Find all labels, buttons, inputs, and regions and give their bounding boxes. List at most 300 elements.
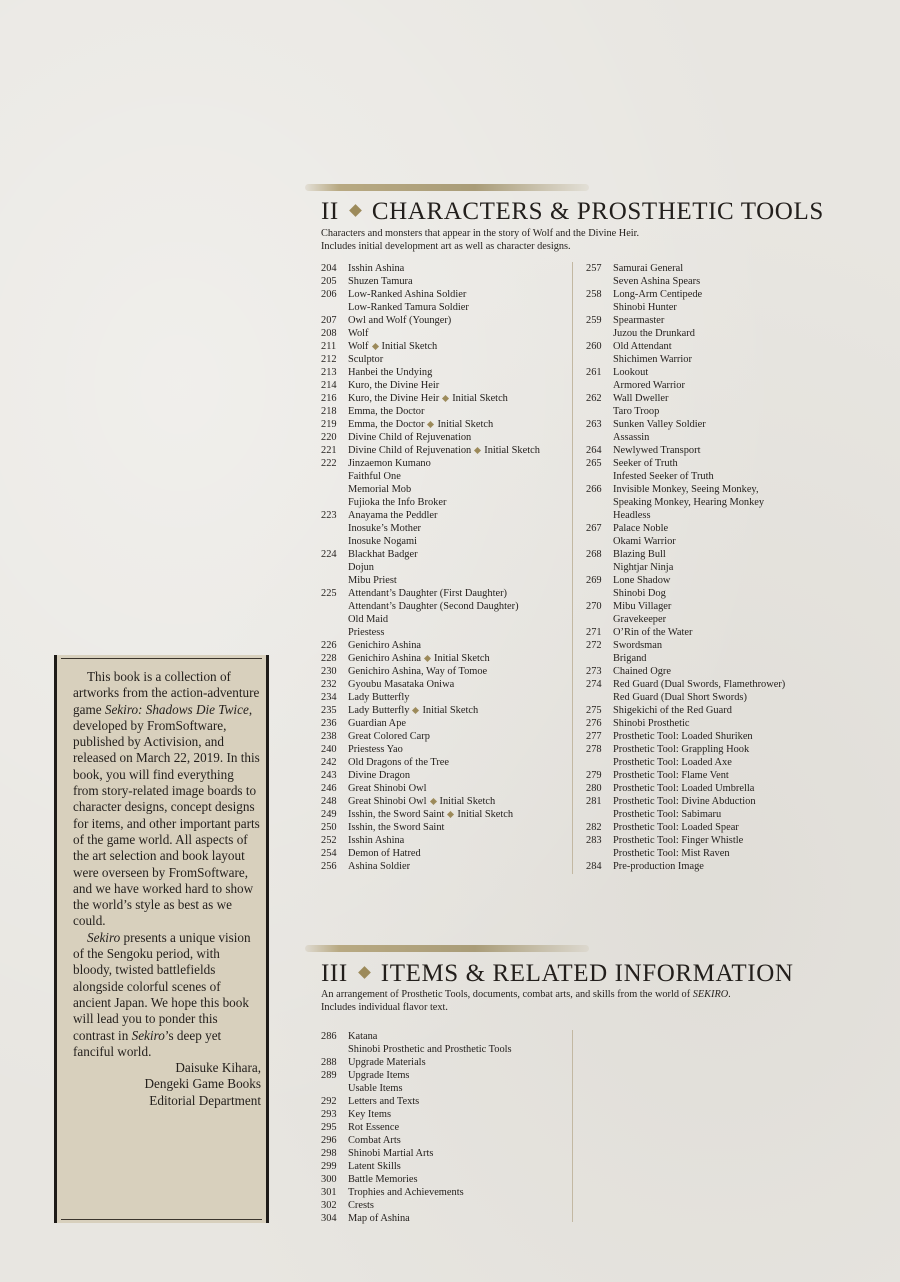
toc-entry-name xyxy=(348,288,466,301)
toc-entry-text: Pre-production Image xyxy=(613,861,704,872)
toc-entry xyxy=(586,535,785,548)
toc-page-number: 221 xyxy=(321,445,337,456)
toc-page-number xyxy=(321,561,348,574)
toc-page-number: 264 xyxy=(586,445,602,456)
toc-entry-text: Emma, the Doctor xyxy=(348,406,425,417)
toc-entry-name xyxy=(613,496,764,509)
toc-entry-text: Prosthetic Tool: Mist Raven xyxy=(613,848,730,859)
toc-entry-name xyxy=(348,587,507,600)
toc-entry-tag: Initial Sketch xyxy=(439,796,496,807)
toc-entry xyxy=(321,795,540,808)
toc-entry xyxy=(321,1186,512,1199)
toc-entry-name xyxy=(613,405,659,418)
toc-page-number: 301 xyxy=(321,1187,337,1198)
toc-entry-name xyxy=(348,535,417,548)
toc-entry-name xyxy=(348,1199,374,1212)
toc-entry-text: Low-Ranked Tamura Soldier xyxy=(348,302,469,313)
toc-entry xyxy=(321,561,540,574)
toc-entry-name xyxy=(348,392,508,405)
toc-entry-name xyxy=(348,561,374,574)
toc-page-number: 296 xyxy=(321,1135,337,1146)
toc-entry-name xyxy=(613,717,690,730)
toc-entry-name xyxy=(613,548,666,561)
toc-entry-name xyxy=(613,678,785,691)
toc-entry xyxy=(321,730,540,743)
toc-entry-name xyxy=(613,574,670,587)
toc-page-number: 254 xyxy=(321,848,337,859)
toc-page-number: 261 xyxy=(586,367,602,378)
toc-entry-name xyxy=(348,821,444,834)
toc-entry-text: Sunken Valley Soldier xyxy=(613,419,706,430)
toc-entry-text: Low-Ranked Ashina Soldier xyxy=(348,289,467,300)
diamond-icon xyxy=(442,395,449,402)
toc-entry-name xyxy=(348,418,493,431)
toc-entry-tag: Initial Sketch xyxy=(452,393,508,404)
desc-title-italic: SEKIRO xyxy=(692,989,729,1000)
toc-page-number xyxy=(586,353,613,366)
toc-entry-tag: Initial Sketch xyxy=(484,445,540,456)
toc-page-number: 258 xyxy=(586,289,602,300)
toc-page-number: 219 xyxy=(321,419,337,430)
section-numeral: II xyxy=(321,198,339,225)
toc-entry-text: Shigekichi of the Red Guard xyxy=(613,705,732,716)
toc-page-number xyxy=(586,652,613,665)
toc-entry-name xyxy=(348,301,469,314)
toc-entry xyxy=(321,1108,512,1121)
toc-entry-text: Mibu Villager xyxy=(613,601,672,612)
toc-entry xyxy=(321,1160,512,1173)
toc-entry xyxy=(586,665,785,678)
toc-entry xyxy=(321,327,540,340)
toc-entry-name xyxy=(613,457,678,470)
toc-entry-text: Shinobi Prosthetic and Prosthetic Tools xyxy=(348,1044,512,1055)
toc-entry xyxy=(321,756,540,769)
toc-entry xyxy=(321,522,540,535)
toc-entry-text: Taro Troop xyxy=(613,406,660,417)
toc-page-number: 223 xyxy=(321,510,337,521)
toc-entry xyxy=(321,613,540,626)
toc-entry xyxy=(586,704,785,717)
toc-page-number: 267 xyxy=(586,523,602,534)
toc-entry-name xyxy=(613,522,668,535)
toc-entry-name xyxy=(348,522,421,535)
toc-entry xyxy=(586,431,785,444)
toc-page-number xyxy=(586,587,613,600)
toc-entry xyxy=(321,574,540,587)
toc-entry-text: Speaking Monkey, Hearing Monkey xyxy=(613,497,765,508)
toc-page-number: 218 xyxy=(321,406,337,417)
toc-page-number: 299 xyxy=(321,1161,337,1172)
toc-page-number: 302 xyxy=(321,1200,337,1211)
toc-page-number xyxy=(321,522,348,535)
toc-entry-name xyxy=(348,1160,401,1173)
toc-entry-name xyxy=(613,665,671,678)
toc-entry xyxy=(321,1212,512,1225)
toc-entry xyxy=(586,626,785,639)
toc-entry xyxy=(321,652,540,665)
toc-entry-name xyxy=(613,626,692,639)
toc-entry-text: Infested Seeker of Truth xyxy=(613,471,714,482)
toc-page-number: 286 xyxy=(321,1031,337,1042)
toc-entry-text: Anayama the Peddler xyxy=(348,510,438,521)
section-description xyxy=(321,227,639,253)
toc-entry-text: Swordsman xyxy=(613,640,663,651)
toc-entry xyxy=(321,1069,512,1082)
toc-entry xyxy=(321,626,540,639)
toc-entry-tag: Initial Sketch xyxy=(434,653,490,664)
toc-page-number xyxy=(321,301,348,314)
toc-entry-text: Old Attendant xyxy=(613,341,672,352)
toc-entry-text: Palace Noble xyxy=(613,523,669,534)
toc-page-number: 246 xyxy=(321,783,337,794)
toc-entry xyxy=(586,808,785,821)
intro-text-span: ’s deep yet fanciful world. xyxy=(73,1027,222,1059)
toc-entry xyxy=(321,418,540,431)
toc-entry-name xyxy=(348,795,495,808)
toc-page-number: 293 xyxy=(321,1109,337,1120)
toc-page-number: 242 xyxy=(321,757,337,768)
toc-entry xyxy=(321,340,540,353)
toc-entry-name xyxy=(613,821,739,834)
toc-page-number: 274 xyxy=(586,679,602,690)
toc-entry-name xyxy=(348,262,404,275)
toc-entry-text: Attendant’s Daughter (First Daughter) xyxy=(348,588,507,599)
toc-entry-text: Rot Essence xyxy=(348,1122,400,1133)
toc-entry-text: Trophies and Achievements xyxy=(348,1187,464,1198)
toc-entry xyxy=(586,782,785,795)
toc-entry-text: Demon of Hatred xyxy=(348,848,421,859)
toc-entry-text: Great Shinobi Owl xyxy=(348,796,427,807)
toc-entry xyxy=(586,379,785,392)
toc-entry-text: Letters and Texts xyxy=(348,1096,420,1107)
toc-entry-name xyxy=(613,353,692,366)
toc-entry xyxy=(586,470,785,483)
toc-entry-name xyxy=(348,470,401,483)
section-title xyxy=(321,198,824,226)
toc-entry-name xyxy=(613,730,753,743)
toc-entry-text: Gyoubu Masataka Oniwa xyxy=(348,679,455,690)
toc-page-number: 268 xyxy=(586,549,602,560)
toc-entry-name xyxy=(348,1186,464,1199)
toc-entry xyxy=(321,821,540,834)
toc-entry xyxy=(586,353,785,366)
toc-entry-name xyxy=(613,639,662,652)
section-numeral: III xyxy=(321,960,348,987)
toc-page-number xyxy=(586,431,613,444)
signature-name: Daisuke Kihara, xyxy=(175,1060,261,1076)
toc-entry-name xyxy=(348,847,421,860)
toc-entry-name xyxy=(613,756,732,769)
toc-entry-text: Shuzen Tamura xyxy=(348,276,413,287)
toc-entry-name xyxy=(348,1121,399,1134)
toc-entry-text: Prosthetic Tool: Sabimaru xyxy=(613,809,722,820)
toc-page-number: 281 xyxy=(586,796,602,807)
toc-column-left xyxy=(321,262,540,873)
toc-entry xyxy=(321,1173,512,1186)
toc-page-number: 206 xyxy=(321,289,337,300)
toc-entry-name xyxy=(613,704,732,717)
toc-entry-name xyxy=(348,496,446,509)
toc-page-number: 289 xyxy=(321,1070,337,1081)
section-description xyxy=(321,988,731,1014)
toc-entry-text: Brigand xyxy=(613,653,647,664)
toc-page-number xyxy=(321,470,348,483)
toc-entry-name xyxy=(613,509,651,522)
toc-page-number: 225 xyxy=(321,588,337,599)
toc-entry-text: Inosuke Nogami xyxy=(348,536,417,547)
toc-page-number: 272 xyxy=(586,640,602,651)
toc-entry-name xyxy=(348,704,478,717)
toc-entry-name xyxy=(613,483,759,496)
toc-entry-name xyxy=(613,275,700,288)
toc-page-number: 238 xyxy=(321,731,337,742)
toc-page-number: 228 xyxy=(321,653,337,664)
toc-entry-text: Priestess Yao xyxy=(348,744,403,755)
toc-entry xyxy=(321,405,540,418)
toc-entry-text: Great Colored Carp xyxy=(348,731,430,742)
toc-entry xyxy=(586,392,785,405)
toc-page-number xyxy=(321,626,348,639)
toc-entry-text: Attendant’s Daughter (Second Daughter) xyxy=(348,601,519,612)
toc-entry-text: Memorial Mob xyxy=(348,484,412,495)
toc-entry-text: Map of Ashina xyxy=(348,1213,410,1224)
toc-page-number: 204 xyxy=(321,263,337,274)
toc-page-number: 271 xyxy=(586,627,602,638)
toc-entry-text: Old Dragons of the Tree xyxy=(348,757,450,768)
intro-text-span: , developed by FromSoftware, published by Activision, and released on March 22, 2019. In this book, you will find everything from story-related image boards to character designs, concept designs for items, and other important parts of the game world. All aspects of the art selection and book layout were overseen by FromSoftware, and we have worked hard to show the world’s style as best as we could. xyxy=(73,701,260,929)
toc-entry-text: Usable Items xyxy=(348,1083,403,1094)
toc-entry xyxy=(321,353,540,366)
toc-entry-text: Isshin, the Sword Saint xyxy=(348,822,445,833)
toc-column-items xyxy=(321,1030,512,1225)
toc-entry xyxy=(586,483,785,496)
toc-entry-text: Mibu Priest xyxy=(348,575,397,586)
toc-entry xyxy=(586,301,785,314)
toc-entry-name xyxy=(613,808,721,821)
toc-entry-name xyxy=(613,769,729,782)
toc-entry-name xyxy=(348,1134,401,1147)
toc-entry-text: Upgrade Items xyxy=(348,1070,410,1081)
toc-entry-name xyxy=(613,340,672,353)
toc-entry-name xyxy=(613,613,666,626)
toc-page-number xyxy=(321,496,348,509)
diamond-icon xyxy=(358,966,371,979)
toc-entry-text: Chained Ogre xyxy=(613,666,671,677)
toc-entry xyxy=(586,496,785,509)
toc-entry-name xyxy=(348,509,437,522)
brush-stroke-divider xyxy=(305,184,589,191)
toc-entry xyxy=(321,288,540,301)
toc-page-number: 250 xyxy=(321,822,337,833)
toc-entry xyxy=(586,678,785,691)
toc-entry-text: Prosthetic Tool: Loaded Shuriken xyxy=(613,731,753,742)
toc-entry-name xyxy=(613,847,730,860)
toc-entry-name xyxy=(613,860,704,873)
toc-entry xyxy=(586,730,785,743)
toc-entry-text: Blazing Bull xyxy=(613,549,666,560)
toc-page-number xyxy=(321,574,348,587)
toc-entry xyxy=(321,1134,512,1147)
toc-entry xyxy=(321,535,540,548)
toc-entry-text: Upgrade Materials xyxy=(348,1057,426,1068)
toc-page-number: 214 xyxy=(321,380,337,391)
toc-page-number xyxy=(321,483,348,496)
toc-entry-text: Fujioka the Info Broker xyxy=(348,497,447,508)
toc-page-number: 273 xyxy=(586,666,602,677)
toc-entry-text: Divine Child of Rejuvenation xyxy=(348,445,472,456)
diamond-icon xyxy=(427,421,434,428)
toc-entry-name xyxy=(348,444,540,457)
toc-page-number: 279 xyxy=(586,770,602,781)
toc-page-number: 259 xyxy=(586,315,602,326)
toc-entry-name xyxy=(348,1030,377,1043)
toc-entry-text: Latent Skills xyxy=(348,1161,401,1172)
toc-entry-name xyxy=(613,444,700,457)
toc-entry-name xyxy=(348,1056,426,1069)
toc-entry-name xyxy=(348,1212,410,1225)
toc-entry-text: Crests xyxy=(348,1200,374,1211)
toc-entry xyxy=(586,522,785,535)
toc-entry-name xyxy=(613,743,749,756)
toc-entry-text: Prosthetic Tool: Loaded Spear xyxy=(613,822,739,833)
toc-entry-text: Prosthetic Tool: Loaded Umbrella xyxy=(613,783,755,794)
intro-box xyxy=(54,655,269,1223)
toc-entry xyxy=(321,1030,512,1043)
toc-page-number: 257 xyxy=(586,263,602,274)
toc-entry xyxy=(586,743,785,756)
toc-page-number: 224 xyxy=(321,549,337,560)
desc-line: Characters and monsters that appear in the story of Wolf and the Divine Heir. xyxy=(321,228,640,239)
column-divider xyxy=(572,262,573,874)
toc-entry-name xyxy=(348,769,410,782)
toc-entry-name xyxy=(348,314,451,327)
toc-entry-text: Faithful One xyxy=(348,471,401,482)
toc-entry-name xyxy=(348,808,513,821)
section-heading: CHARACTERS & PROSTHETIC TOOLS xyxy=(371,198,824,225)
toc-entry-name xyxy=(348,782,427,795)
toc-page-number xyxy=(586,275,613,288)
toc-entry-name xyxy=(613,288,702,301)
toc-page-number xyxy=(321,1043,348,1056)
toc-entry xyxy=(321,470,540,483)
toc-entry-name xyxy=(613,691,747,704)
toc-page-number: 234 xyxy=(321,692,337,703)
toc-entry-text: Gravekeeper xyxy=(613,614,667,625)
toc-entry xyxy=(586,340,785,353)
toc-entry-text: Red Guard (Dual Short Swords) xyxy=(613,692,747,703)
toc-page-number: 288 xyxy=(321,1057,337,1068)
toc-entry-name xyxy=(348,665,487,678)
toc-entry xyxy=(586,275,785,288)
toc-entry-text: Spearmaster xyxy=(613,315,665,326)
toc-entry-text: Prosthetic Tool: Loaded Axe xyxy=(613,757,732,768)
toc-entry-name xyxy=(348,548,418,561)
toc-entry xyxy=(586,405,785,418)
toc-entry-name xyxy=(348,834,404,847)
toc-entry xyxy=(586,756,785,769)
toc-entry-name xyxy=(348,405,424,418)
toc-entry xyxy=(321,457,540,470)
toc-entry-name xyxy=(348,1095,419,1108)
toc-page-number: 292 xyxy=(321,1096,337,1107)
toc-entry-text: Prosthetic Tool: Divine Abduction xyxy=(613,796,756,807)
toc-page-number: 222 xyxy=(321,458,337,469)
section-heading: ITEMS & RELATED INFORMATION xyxy=(380,960,794,987)
toc-page-number: 216 xyxy=(321,393,337,404)
toc-entry xyxy=(321,509,540,522)
toc-entry-text: Battle Memories xyxy=(348,1174,418,1185)
toc-page-number xyxy=(586,327,613,340)
toc-entry xyxy=(586,613,785,626)
toc-page-number: 232 xyxy=(321,679,337,690)
toc-entry-text: Genichiro Ashina xyxy=(348,653,422,664)
toc-entry-name xyxy=(613,418,706,431)
toc-entry xyxy=(586,769,785,782)
toc-entry-text: Shinobi Hunter xyxy=(613,302,677,313)
toc-entry xyxy=(321,548,540,561)
toc-page-number xyxy=(586,379,613,392)
toc-entry-text: Dojun xyxy=(348,562,374,573)
toc-page-number xyxy=(586,561,613,574)
toc-entry xyxy=(321,314,540,327)
toc-entry-name xyxy=(348,600,519,613)
toc-entry xyxy=(586,366,785,379)
toc-entry-text: Seven Ashina Spears xyxy=(613,276,701,287)
toc-entry-name xyxy=(613,561,673,574)
toc-entry-text: Headless xyxy=(613,510,651,521)
toc-entry-name xyxy=(613,314,664,327)
toc-entry xyxy=(321,1043,512,1056)
toc-entry-text: Sculptor xyxy=(348,354,384,365)
toc-entry-text: Kuro, the Divine Heir xyxy=(348,380,440,391)
toc-entry-name xyxy=(613,795,756,808)
toc-entry xyxy=(321,379,540,392)
toc-entry-text: Prosthetic Tool: Grappling Hook xyxy=(613,744,750,755)
toc-entry-name xyxy=(613,834,743,847)
toc-entry-text: Emma, the Doctor xyxy=(348,419,425,430)
toc-entry-name xyxy=(348,457,431,470)
toc-entry-name xyxy=(348,743,403,756)
toc-entry xyxy=(321,1082,512,1095)
toc-entry-text: Shinobi Dog xyxy=(613,588,666,599)
toc-entry-name xyxy=(613,652,646,665)
toc-entry-text: Samurai General xyxy=(613,263,684,274)
toc-page-number: 226 xyxy=(321,640,337,651)
toc-entry-name xyxy=(348,691,409,704)
toc-page-number xyxy=(586,847,613,860)
toc-entry xyxy=(321,1121,512,1134)
diamond-icon xyxy=(349,204,362,217)
toc-entry-text: O’Rin of the Water xyxy=(613,627,693,638)
toc-entry-text: Lady Butterfly xyxy=(348,692,410,703)
toc-entry-name xyxy=(348,1173,418,1186)
toc-entry-text: Hanbei the Undying xyxy=(348,367,433,378)
toc-page-number xyxy=(586,496,613,509)
toc-entry xyxy=(321,431,540,444)
toc-entry-text: Genichiro Ashina xyxy=(348,640,422,651)
toc-entry xyxy=(321,600,540,613)
toc-entry-text: Wolf xyxy=(348,328,369,339)
toc-entry xyxy=(586,639,785,652)
toc-entry-text: Okami Warrior xyxy=(613,536,676,547)
toc-entry-name xyxy=(348,613,388,626)
toc-page-number: 284 xyxy=(586,861,602,872)
toc-entry-text: Combat Arts xyxy=(348,1135,401,1146)
toc-entry-name xyxy=(613,327,695,340)
intro-paragraph xyxy=(73,669,261,930)
toc-page-number: 262 xyxy=(586,393,602,404)
toc-page-number xyxy=(321,600,348,613)
